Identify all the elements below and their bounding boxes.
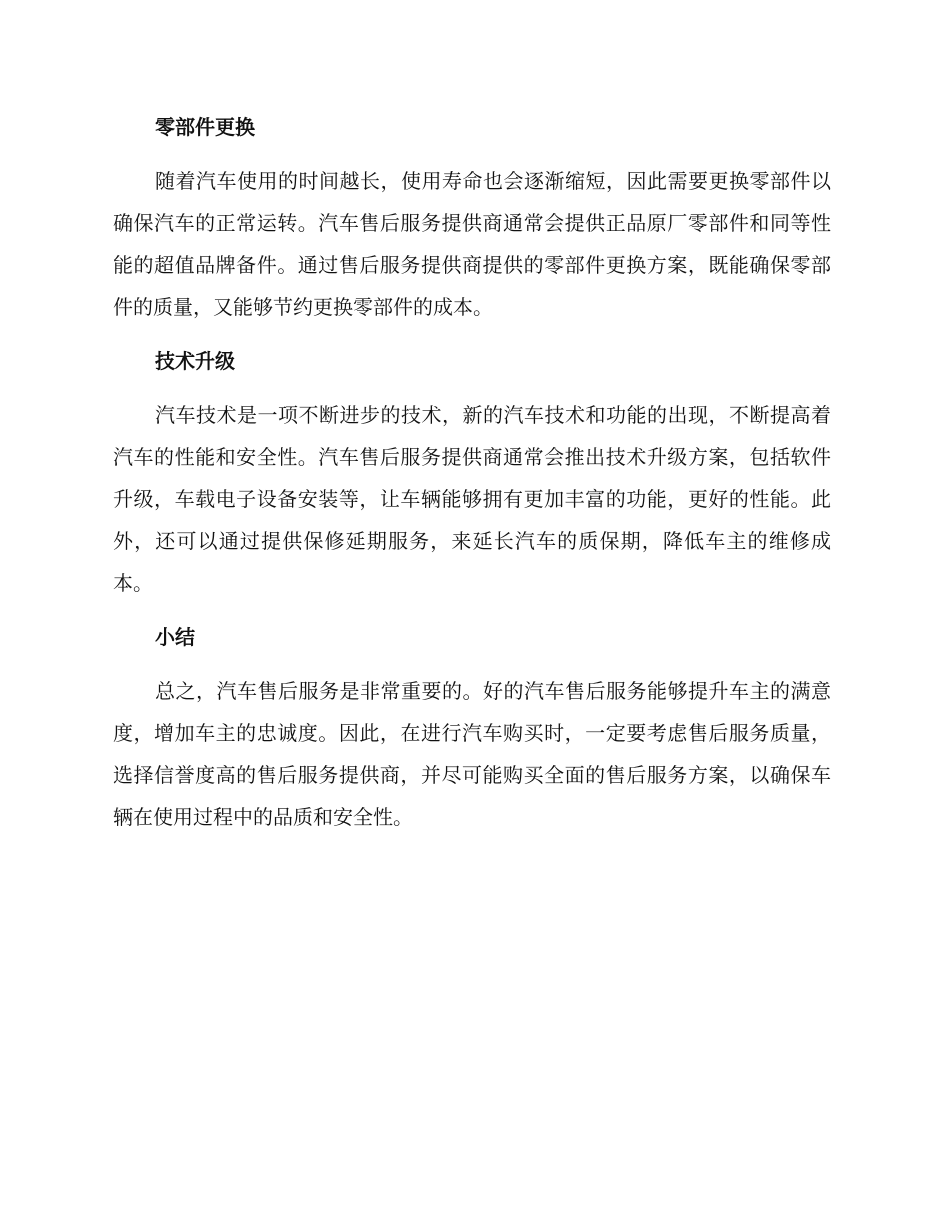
section-paragraph: 汽车技术是一项不断进步的技术，新的汽车技术和功能的出现，不断提高着汽车的性能和安全性。汽车售后服务提供商通常会推出技术升级方案，包括软件升级，车载电子设备安装等，让车辆能够拥有更加丰富的功能，更好的性能。此外，还可以通过提供保修延期服务，来延长汽车的质保期，降低车主的维修成本。 [113, 403, 831, 595]
section-heading: 小结 [155, 625, 195, 649]
section-heading: 零部件更换 [155, 115, 255, 139]
section-paragraph: 随着汽车使用的时间越长，使用寿命也会逐渐缩短，因此需要更换零部件以确保汽车的正常运转。汽车售后服务提供商通常会提供正品原厂零部件和同等性能的超值品牌备件。通过售后服务提供商提供的零部件更换方案，既能确保零部件的质量，又能够节约更换零部件的成本。 [113, 169, 831, 319]
section-summary [113, 616, 831, 838]
document-page [113, 106, 831, 850]
section-parts-replacement [113, 106, 831, 328]
section-heading: 技术升级 [155, 349, 235, 373]
section-tech-upgrade [113, 340, 831, 604]
section-paragraph: 总之，汽车售后服务是非常重要的。好的汽车售后服务能够提升车主的满意度，增加车主的忠诚度。因此，在进行汽车购买时，一定要考虑售后服务质量，选择信誉度高的售后服务提供商，并尽可能购买全面的售后服务方案，以确保车辆在使用过程中的品质和安全性。 [113, 679, 831, 829]
